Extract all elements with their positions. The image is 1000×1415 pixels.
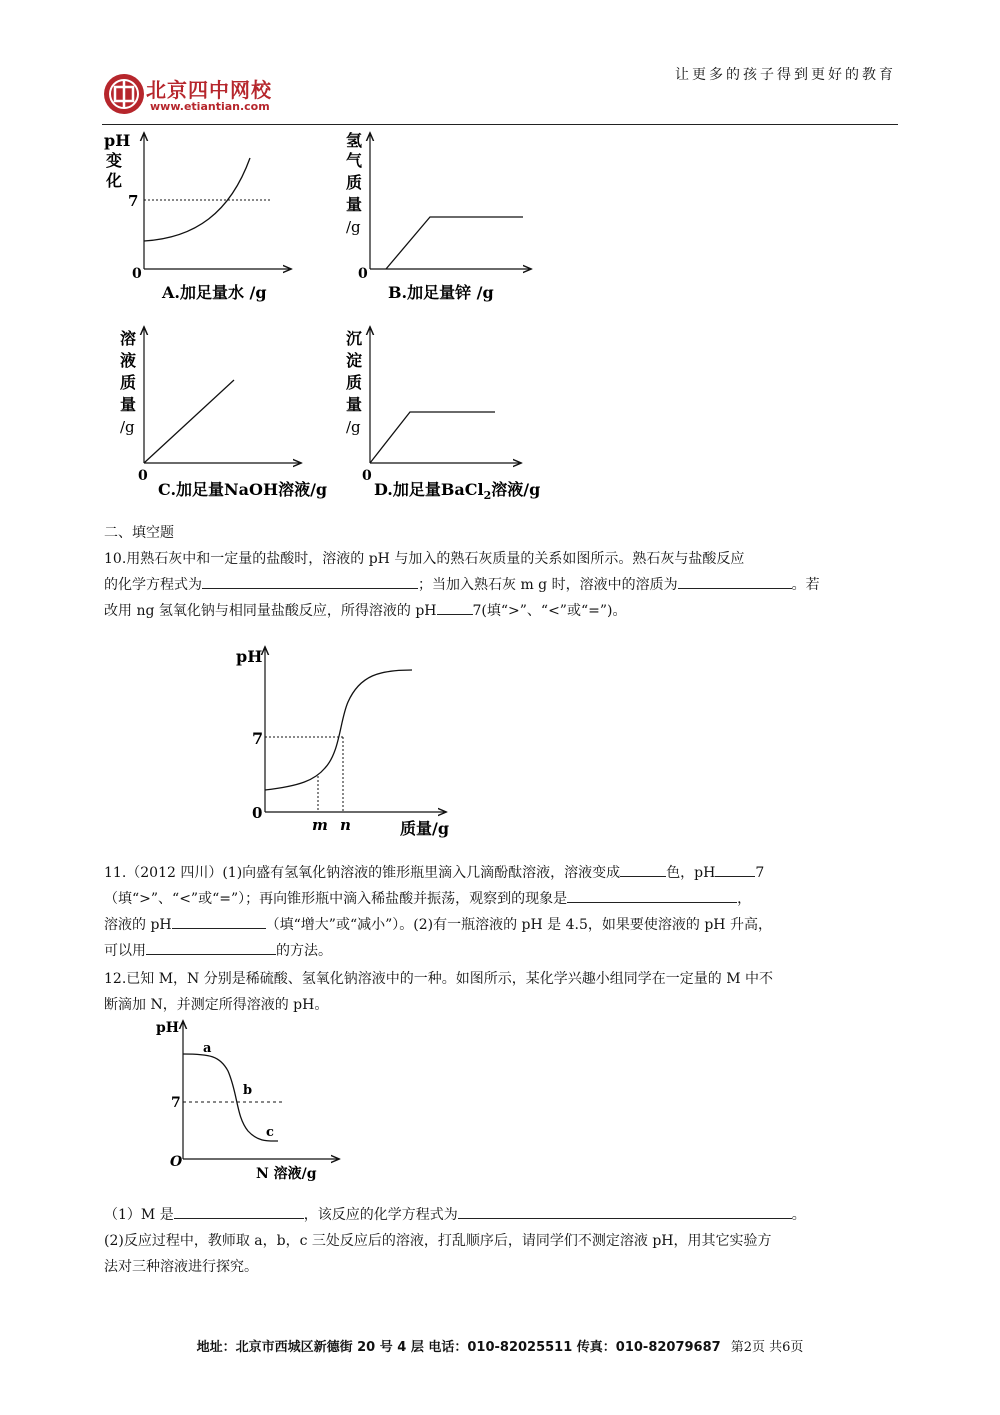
graph-d-origin: 0	[362, 468, 372, 484]
graph-a-origin: 0	[132, 266, 142, 282]
q12-equation-blank[interactable]	[458, 1202, 792, 1219]
q10-ytick: 7	[252, 729, 264, 748]
q11-phenomenon-blank[interactable]	[567, 886, 737, 903]
graph-b-ylabel-1: 气	[346, 151, 363, 170]
q10-m-label: m	[312, 816, 328, 834]
q12-ytick: 7	[171, 1095, 181, 1111]
q10-ylabel: pH	[236, 647, 263, 666]
graph-b-origin: 0	[358, 266, 368, 282]
graph-a-ylabel-1: 变	[106, 151, 123, 170]
q12-xlabel: N 溶液/g	[256, 1166, 317, 1182]
q10-solute-blank[interactable]	[678, 572, 792, 589]
q12-subquestions: （1）M 是 ，该反应的化学方程式为 。 (2)反应过程中，教师取 a，b，c 三处反应后的溶液，打乱顺序后，请同学们不测定溶液 pH，用其它实验方 法对三种溶液进行探究。	[104, 1202, 900, 1280]
graph-a-ytick: 7	[128, 192, 139, 210]
graph-d-ylabel-1: 淀	[346, 351, 363, 370]
q12-origin: O	[170, 1154, 183, 1170]
graph-c-ylabel-2: 质	[120, 373, 137, 392]
q12-ylabel: pH	[156, 1020, 180, 1036]
q10-ph-blank[interactable]	[437, 598, 473, 615]
section-title: 二、填空题	[104, 525, 174, 541]
graph-b-caption: B.加足量锌 /g	[388, 283, 494, 302]
graph-b-ylabel-2: 质	[346, 173, 363, 192]
graph-c-origin: 0	[138, 468, 148, 484]
q10-xlabel: 质量/g	[400, 819, 450, 838]
graph-d	[346, 328, 540, 502]
graph-d-ylabel-4: /g	[346, 418, 361, 436]
q10-ph-curve	[265, 670, 412, 790]
q10-ph-chart	[230, 640, 480, 845]
q11-method-blank[interactable]	[146, 938, 276, 955]
graph-c-ylabel-0: 溶	[120, 329, 137, 348]
q9-figures	[100, 128, 580, 508]
q11-color-blank[interactable]	[620, 860, 666, 877]
q10-n-label: n	[340, 816, 351, 834]
q10-equation-blank[interactable]	[202, 572, 418, 589]
header-slogan: 让更多的孩子得到更好的教育	[675, 67, 896, 83]
graph-a-caption: A.加足量水 /g	[162, 283, 267, 302]
q12-point-a: a	[203, 1041, 212, 1056]
q12-point-c: c	[266, 1125, 274, 1140]
graph-d-ylabel-3: 量	[346, 395, 363, 414]
q12-point-b: b	[243, 1083, 253, 1098]
footer-page-number: 第2页 共6页	[730, 1340, 804, 1355]
q12-m-blank[interactable]	[174, 1202, 304, 1219]
graph-a-ylabel-0: pH	[104, 131, 131, 150]
graph-d-caption: D.加足量BaCl$_2$溶液/g	[374, 480, 541, 502]
graph-b-ylabel-3: 量	[346, 195, 363, 214]
graph-b	[346, 131, 530, 302]
graph-b-ylabel-0: 氢	[346, 131, 363, 150]
logo-name: 北京四中网校	[146, 78, 272, 102]
logo-url: www.etiantian.com	[150, 100, 270, 113]
graph-c-caption: C.加足量NaOH溶液/g	[158, 480, 328, 499]
q10-origin: 0	[252, 804, 263, 822]
graph-b-ylabel-4: /g	[346, 218, 361, 236]
footer-address: 地址：北京市西城区新德街 20 号 4 层 电话：010-82025511 传真：010-82079687	[196, 1340, 721, 1355]
q11-ph-change-blank[interactable]	[172, 912, 266, 929]
q10-text: 10.用熟石灰中和一定量的盐酸时，溶液的 pH 与加入的熟石灰质量的关系如图所示。熟石灰与盐酸反应 的化学方程式为 ；当加入熟石灰 m g 时，溶液中的溶质为 。若 改用 ng 氢氧化钠与相同量盐酸反应，所得溶液的 pH 7(填“>”、“<”或“=”)。	[104, 551, 820, 619]
school-logo-icon	[102, 72, 146, 116]
q12-text: 12.已知 M，N 分别是稀硫酸、氢氧化钠溶液中的一种。如图所示，某化学兴趣小组同学在一定量的 M 中不 断滴加 N，并测定所得溶液的 pH。	[104, 971, 773, 1013]
graph-c-ylabel-4: /g	[120, 418, 135, 436]
graph-c	[120, 328, 327, 499]
graph-a-ylabel-2: 化	[106, 171, 123, 190]
graph-c-ylabel-3: 量	[120, 395, 137, 414]
q11-text: 11.（2012 四川）(1)向盛有氢氧化钠溶液的锥形瓶里滴入几滴酚酞溶液，溶液变成 色，pH 7 （填“>”、“<”或“=”）；再向锥形瓶中滴入稀盐酸并振荡，观察到的现象是 ， 溶液的 pH （填“增大”或“减小”）。(2)有一瓶溶液的 pH 是 4.5，如果要使溶液的 pH 升高， 可以用 的方法。	[104, 860, 900, 964]
header-divider	[102, 124, 898, 125]
graph-d-ylabel-2: 质	[346, 373, 363, 392]
graph-d-ylabel-0: 沉	[346, 329, 363, 348]
q11-ph-compare-blank[interactable]	[715, 860, 755, 877]
graph-a	[104, 131, 290, 302]
q12-ph-chart	[150, 1016, 350, 1186]
graph-c-ylabel-1: 液	[120, 351, 137, 370]
q12-ph-curve	[183, 1054, 278, 1141]
page-footer	[0, 1336, 1000, 1355]
